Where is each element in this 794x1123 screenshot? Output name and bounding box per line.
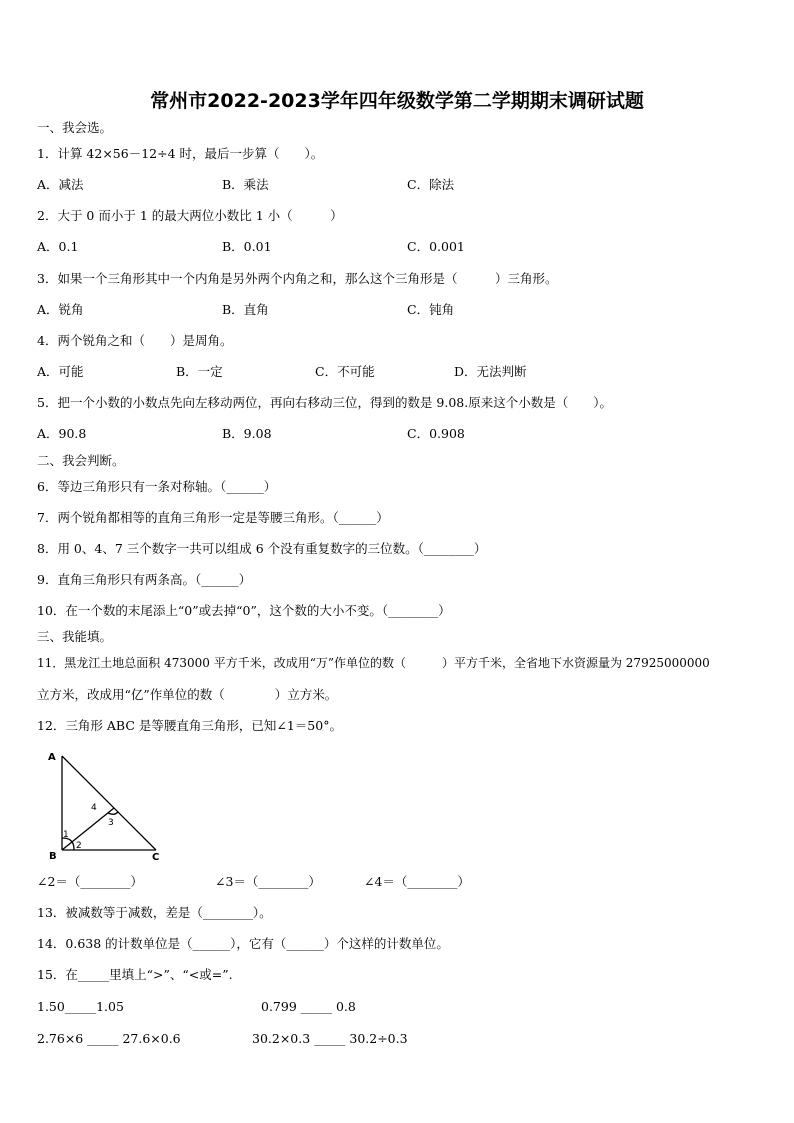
label-a: A bbox=[48, 752, 56, 763]
q5-option-b: B．9.08 bbox=[222, 426, 272, 441]
question-8: 8．用 0、4、7 三个数字一共可以组成 6 个没有重复数字的三位数。（________） bbox=[37, 541, 487, 556]
question-11-line-1: 11．黑龙江土地总面积 473000 平方千米，改成用“万”作单位的数（ ）平方千米，全省地下水资源量为 27925000000 bbox=[37, 656, 710, 670]
label-angle-1: 1 bbox=[63, 830, 69, 840]
q5-option-c: C．0.908 bbox=[407, 426, 465, 441]
question-3: 3．如果一个三角形其中一个内角是另外两个内角之和，那么这个三角形是（ ）三角形。 bbox=[37, 271, 558, 286]
q4-option-a: A．可能 bbox=[37, 364, 84, 379]
label-angle-3: 3 bbox=[108, 818, 114, 828]
question-13: 13．被减数等于减数，差是（________）。 bbox=[37, 905, 272, 920]
q3-option-a: A．锐角 bbox=[37, 302, 84, 317]
q4-option-d: D．无法判断 bbox=[454, 364, 527, 379]
question-9: 9．直角三角形只有两条高。（______） bbox=[37, 572, 252, 587]
q4-option-c: C．不可能 bbox=[315, 364, 375, 379]
q12-answer-angle-3: ∠3＝（________） bbox=[215, 874, 321, 889]
page-title: 常州市2022-2023学年四年级数学第二学期期末调研试题 bbox=[150, 90, 644, 112]
question-15: 15．在_____里填上“>”、“<或=”. bbox=[37, 967, 233, 982]
question-1: 1．计算 42×56－12÷4 时，最后一步算（ ）。 bbox=[37, 146, 324, 161]
q2-option-c: C．0.001 bbox=[407, 239, 465, 254]
q1-option-b: B．乘法 bbox=[222, 177, 269, 192]
q15-compare-3: 2.76×6 _____ 27.6×0.6 bbox=[37, 1031, 181, 1046]
q2-option-a: A．0.1 bbox=[37, 239, 79, 254]
question-11-line-2: 立方米，改成用“亿”作单位的数（ ）立方米。 bbox=[37, 687, 338, 702]
triangle-figure bbox=[44, 748, 174, 864]
side-ac bbox=[62, 756, 156, 850]
question-12: 12．三角形 ABC 是等腰直角三角形，已知∠1＝50°。 bbox=[37, 718, 342, 733]
label-angle-2: 2 bbox=[76, 841, 82, 851]
q5-option-a: A．90.8 bbox=[37, 426, 87, 441]
q12-answer-angle-2: ∠2＝（________） bbox=[37, 874, 143, 889]
q3-option-b: B．直角 bbox=[222, 302, 269, 317]
q12-answer-angle-4: ∠4＝（________） bbox=[364, 874, 470, 889]
question-14: 14．0.638 的计数单位是（______），它有（______）个这样的计数单位。 bbox=[37, 936, 449, 951]
question-6: 6．等边三角形只有一条对称轴。（______） bbox=[37, 479, 277, 494]
q3-option-c: C．钝角 bbox=[407, 302, 455, 317]
arc-angle-2 bbox=[72, 842, 74, 850]
section-heading-judge: 二、我会判断。 bbox=[37, 453, 125, 468]
q1-option-c: C．除法 bbox=[407, 177, 455, 192]
section-heading-fill: 三、我能填。 bbox=[37, 629, 113, 644]
q15-compare-4: 30.2×0.3 _____ 30.2÷0.3 bbox=[252, 1031, 408, 1046]
q2-option-b: B．0.01 bbox=[222, 239, 272, 254]
segment-from-b bbox=[62, 808, 114, 850]
label-b: B bbox=[49, 851, 57, 862]
label-angle-4: 4 bbox=[91, 803, 97, 813]
question-10: 10．在一个数的末尾添上“0”或去掉“0”，这个数的大小不变。（________） bbox=[37, 603, 451, 618]
question-7: 7．两个锐角都相等的直角三角形一定是等腰三角形。（______） bbox=[37, 510, 389, 525]
section-heading-choice: 一、我会选。 bbox=[37, 120, 113, 135]
q15-compare-1: 1.50_____1.05 bbox=[37, 999, 124, 1014]
question-4: 4．两个锐角之和（ ）是周角。 bbox=[37, 333, 233, 348]
question-2: 2．大于 0 而小于 1 的最大两位小数比 1 小（ ） bbox=[37, 208, 343, 223]
q15-compare-2: 0.799 _____ 0.8 bbox=[261, 999, 356, 1014]
label-c: C bbox=[152, 852, 160, 863]
question-5: 5．把一个小数的小数点先向左移动两位，再向右移动三位，得到的数是 9.08.原来这个小数是（ ）。 bbox=[37, 395, 612, 410]
q4-option-b: B．一定 bbox=[176, 364, 223, 379]
q1-option-a: A．减法 bbox=[37, 177, 84, 192]
